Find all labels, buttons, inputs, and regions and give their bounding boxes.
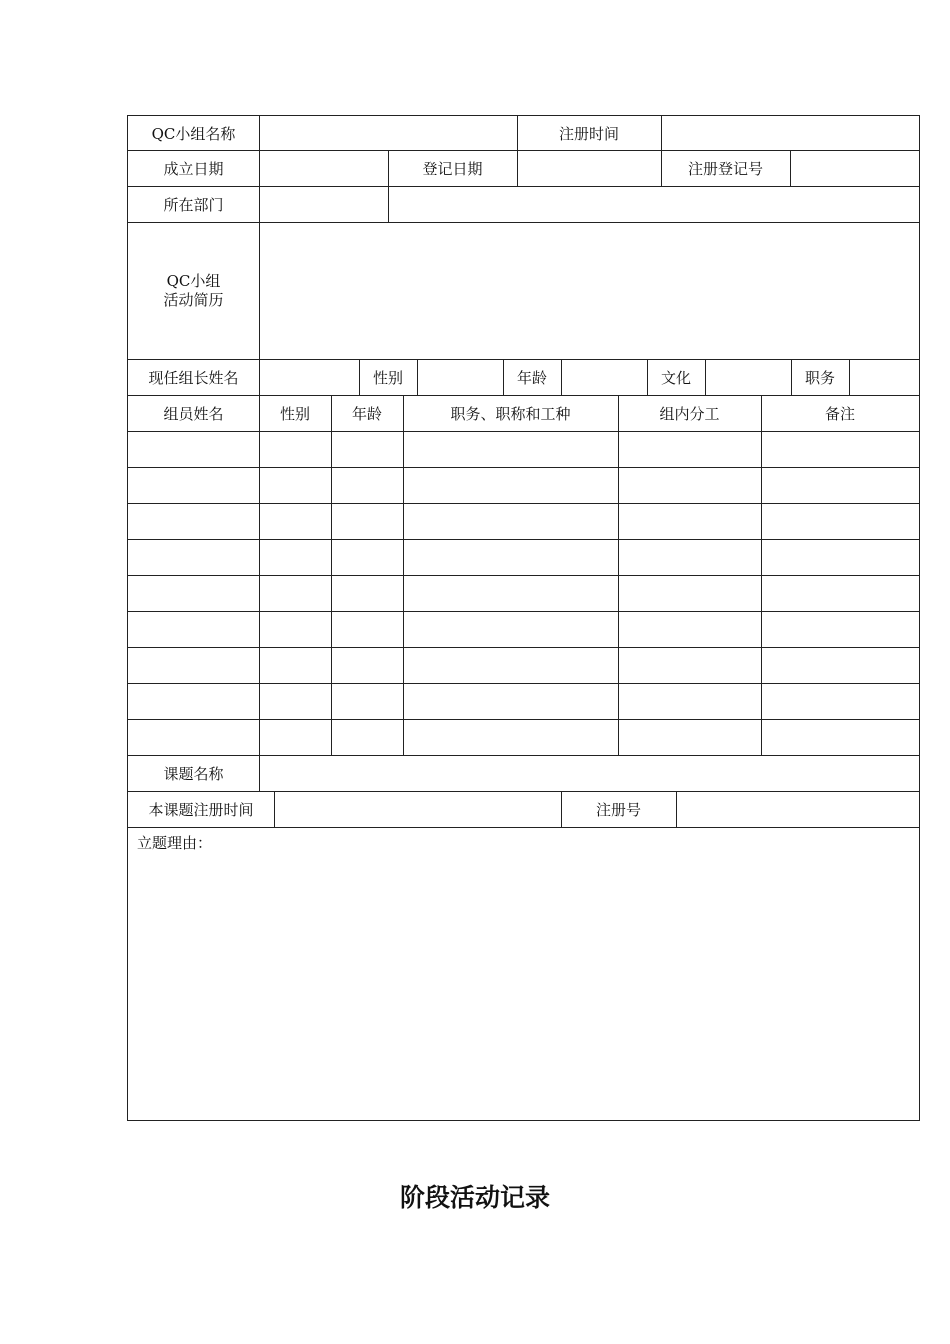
member-row <box>127 432 920 468</box>
member-age-cell[interactable] <box>331 648 404 684</box>
dept-label: 所在部门 <box>127 187 260 223</box>
member-row <box>127 720 920 756</box>
leader-name-field[interactable] <box>259 360 360 396</box>
member-name-cell[interactable] <box>127 612 260 648</box>
topic-field[interactable] <box>259 756 920 792</box>
member-gender-cell[interactable] <box>259 468 332 504</box>
member-title-cell[interactable] <box>403 612 619 648</box>
reg-time-field[interactable] <box>661 115 920 151</box>
member-gender-cell[interactable] <box>259 504 332 540</box>
members-header-row <box>127 396 920 432</box>
member-name-cell[interactable] <box>127 432 260 468</box>
member-title-cell[interactable] <box>403 540 619 576</box>
member-title-cell[interactable] <box>403 720 619 756</box>
member-age-cell[interactable] <box>331 432 404 468</box>
member-title-header: 职务、职称和工种 <box>403 396 619 432</box>
member-title-cell[interactable] <box>403 432 619 468</box>
member-role-cell[interactable] <box>618 432 762 468</box>
qc-registration-form <box>127 115 920 1121</box>
member-name-cell[interactable] <box>127 468 260 504</box>
record-date-field[interactable] <box>517 151 662 187</box>
leader-label: 现任组长姓名 <box>127 360 260 396</box>
row-topic <box>127 756 920 792</box>
member-title-cell[interactable] <box>403 648 619 684</box>
reason-label: 立题理由： <box>137 834 213 852</box>
member-role-cell[interactable] <box>618 648 762 684</box>
member-note-cell[interactable] <box>761 468 920 504</box>
member-title-cell[interactable] <box>403 684 619 720</box>
member-note-cell[interactable] <box>761 612 920 648</box>
history-label-line2: 活动简历 <box>163 291 224 309</box>
reason-field[interactable] <box>127 828 920 1121</box>
row-leader <box>127 360 920 396</box>
member-row <box>127 540 920 576</box>
leader-position-field[interactable] <box>849 360 920 396</box>
leader-education-label: 文化 <box>647 360 706 396</box>
member-title-cell[interactable] <box>403 576 619 612</box>
member-note-cell[interactable] <box>761 648 920 684</box>
member-age-cell[interactable] <box>331 684 404 720</box>
record-date-label: 登记日期 <box>388 151 518 187</box>
reg-no-field[interactable] <box>790 151 920 187</box>
member-note-cell[interactable] <box>761 540 920 576</box>
member-note-cell[interactable] <box>761 432 920 468</box>
member-name-cell[interactable] <box>127 648 260 684</box>
topic-reg-no-field[interactable] <box>676 792 920 828</box>
member-note-header: 备注 <box>761 396 920 432</box>
member-name-cell[interactable] <box>127 720 260 756</box>
row-group-name <box>127 115 920 151</box>
member-title-cell[interactable] <box>403 504 619 540</box>
member-gender-cell[interactable] <box>259 576 332 612</box>
row-reason <box>127 828 920 1121</box>
dept-extra-field[interactable] <box>388 187 920 223</box>
topic-reg-no-label: 注册号 <box>561 792 677 828</box>
group-name-field[interactable] <box>259 115 518 151</box>
topic-reg-time-label: 本课题注册时间 <box>127 792 275 828</box>
member-age-cell[interactable] <box>331 576 404 612</box>
member-row <box>127 468 920 504</box>
member-name-cell[interactable] <box>127 540 260 576</box>
member-row <box>127 576 920 612</box>
member-role-cell[interactable] <box>618 612 762 648</box>
member-name-cell[interactable] <box>127 684 260 720</box>
member-gender-cell[interactable] <box>259 684 332 720</box>
member-age-cell[interactable] <box>331 720 404 756</box>
dept-field[interactable] <box>259 187 389 223</box>
leader-education-field[interactable] <box>705 360 792 396</box>
row-founded <box>127 151 920 187</box>
leader-gender-field[interactable] <box>417 360 504 396</box>
member-gender-cell[interactable] <box>259 612 332 648</box>
member-age-cell[interactable] <box>331 504 404 540</box>
member-role-cell[interactable] <box>618 504 762 540</box>
leader-age-field[interactable] <box>561 360 648 396</box>
row-topic-reg <box>127 792 920 828</box>
member-role-cell[interactable] <box>618 576 762 612</box>
member-note-cell[interactable] <box>761 576 920 612</box>
member-age-cell[interactable] <box>331 540 404 576</box>
section-title: 阶段活动记录 <box>399 1183 550 1212</box>
group-name-label: QC小组名称 <box>127 115 260 151</box>
leader-gender-label: 性别 <box>359 360 418 396</box>
member-note-cell[interactable] <box>761 684 920 720</box>
member-title-cell[interactable] <box>403 468 619 504</box>
member-role-header: 组内分工 <box>618 396 762 432</box>
member-row <box>127 684 920 720</box>
founded-field[interactable] <box>259 151 389 187</box>
history-label <box>127 223 260 360</box>
member-gender-cell[interactable] <box>259 540 332 576</box>
leader-position-label: 职务 <box>791 360 850 396</box>
member-name-cell[interactable] <box>127 576 260 612</box>
member-note-cell[interactable] <box>761 720 920 756</box>
member-age-cell[interactable] <box>331 468 404 504</box>
member-gender-cell[interactable] <box>259 648 332 684</box>
member-role-cell[interactable] <box>618 720 762 756</box>
row-history <box>127 223 920 360</box>
member-gender-cell[interactable] <box>259 720 332 756</box>
member-role-cell[interactable] <box>618 684 762 720</box>
member-note-cell[interactable] <box>761 504 920 540</box>
member-role-cell[interactable] <box>618 468 762 504</box>
leader-age-label: 年龄 <box>503 360 562 396</box>
founded-label: 成立日期 <box>127 151 260 187</box>
history-field[interactable] <box>259 223 920 360</box>
row-dept <box>127 187 920 223</box>
member-row <box>127 648 920 684</box>
member-name-header: 组员姓名 <box>127 396 260 432</box>
member-row <box>127 504 920 540</box>
member-gender-cell[interactable] <box>259 432 332 468</box>
member-role-cell[interactable] <box>618 540 762 576</box>
member-age-header: 年龄 <box>331 396 404 432</box>
reg-time-label: 注册时间 <box>517 115 662 151</box>
reg-no-label: 注册登记号 <box>661 151 791 187</box>
member-row <box>127 612 920 648</box>
topic-reg-time-field[interactable] <box>274 792 562 828</box>
member-age-cell[interactable] <box>331 612 404 648</box>
topic-label: 课题名称 <box>127 756 260 792</box>
member-gender-header: 性别 <box>259 396 332 432</box>
history-label-line1: QC小组 <box>166 272 221 290</box>
member-name-cell[interactable] <box>127 504 260 540</box>
